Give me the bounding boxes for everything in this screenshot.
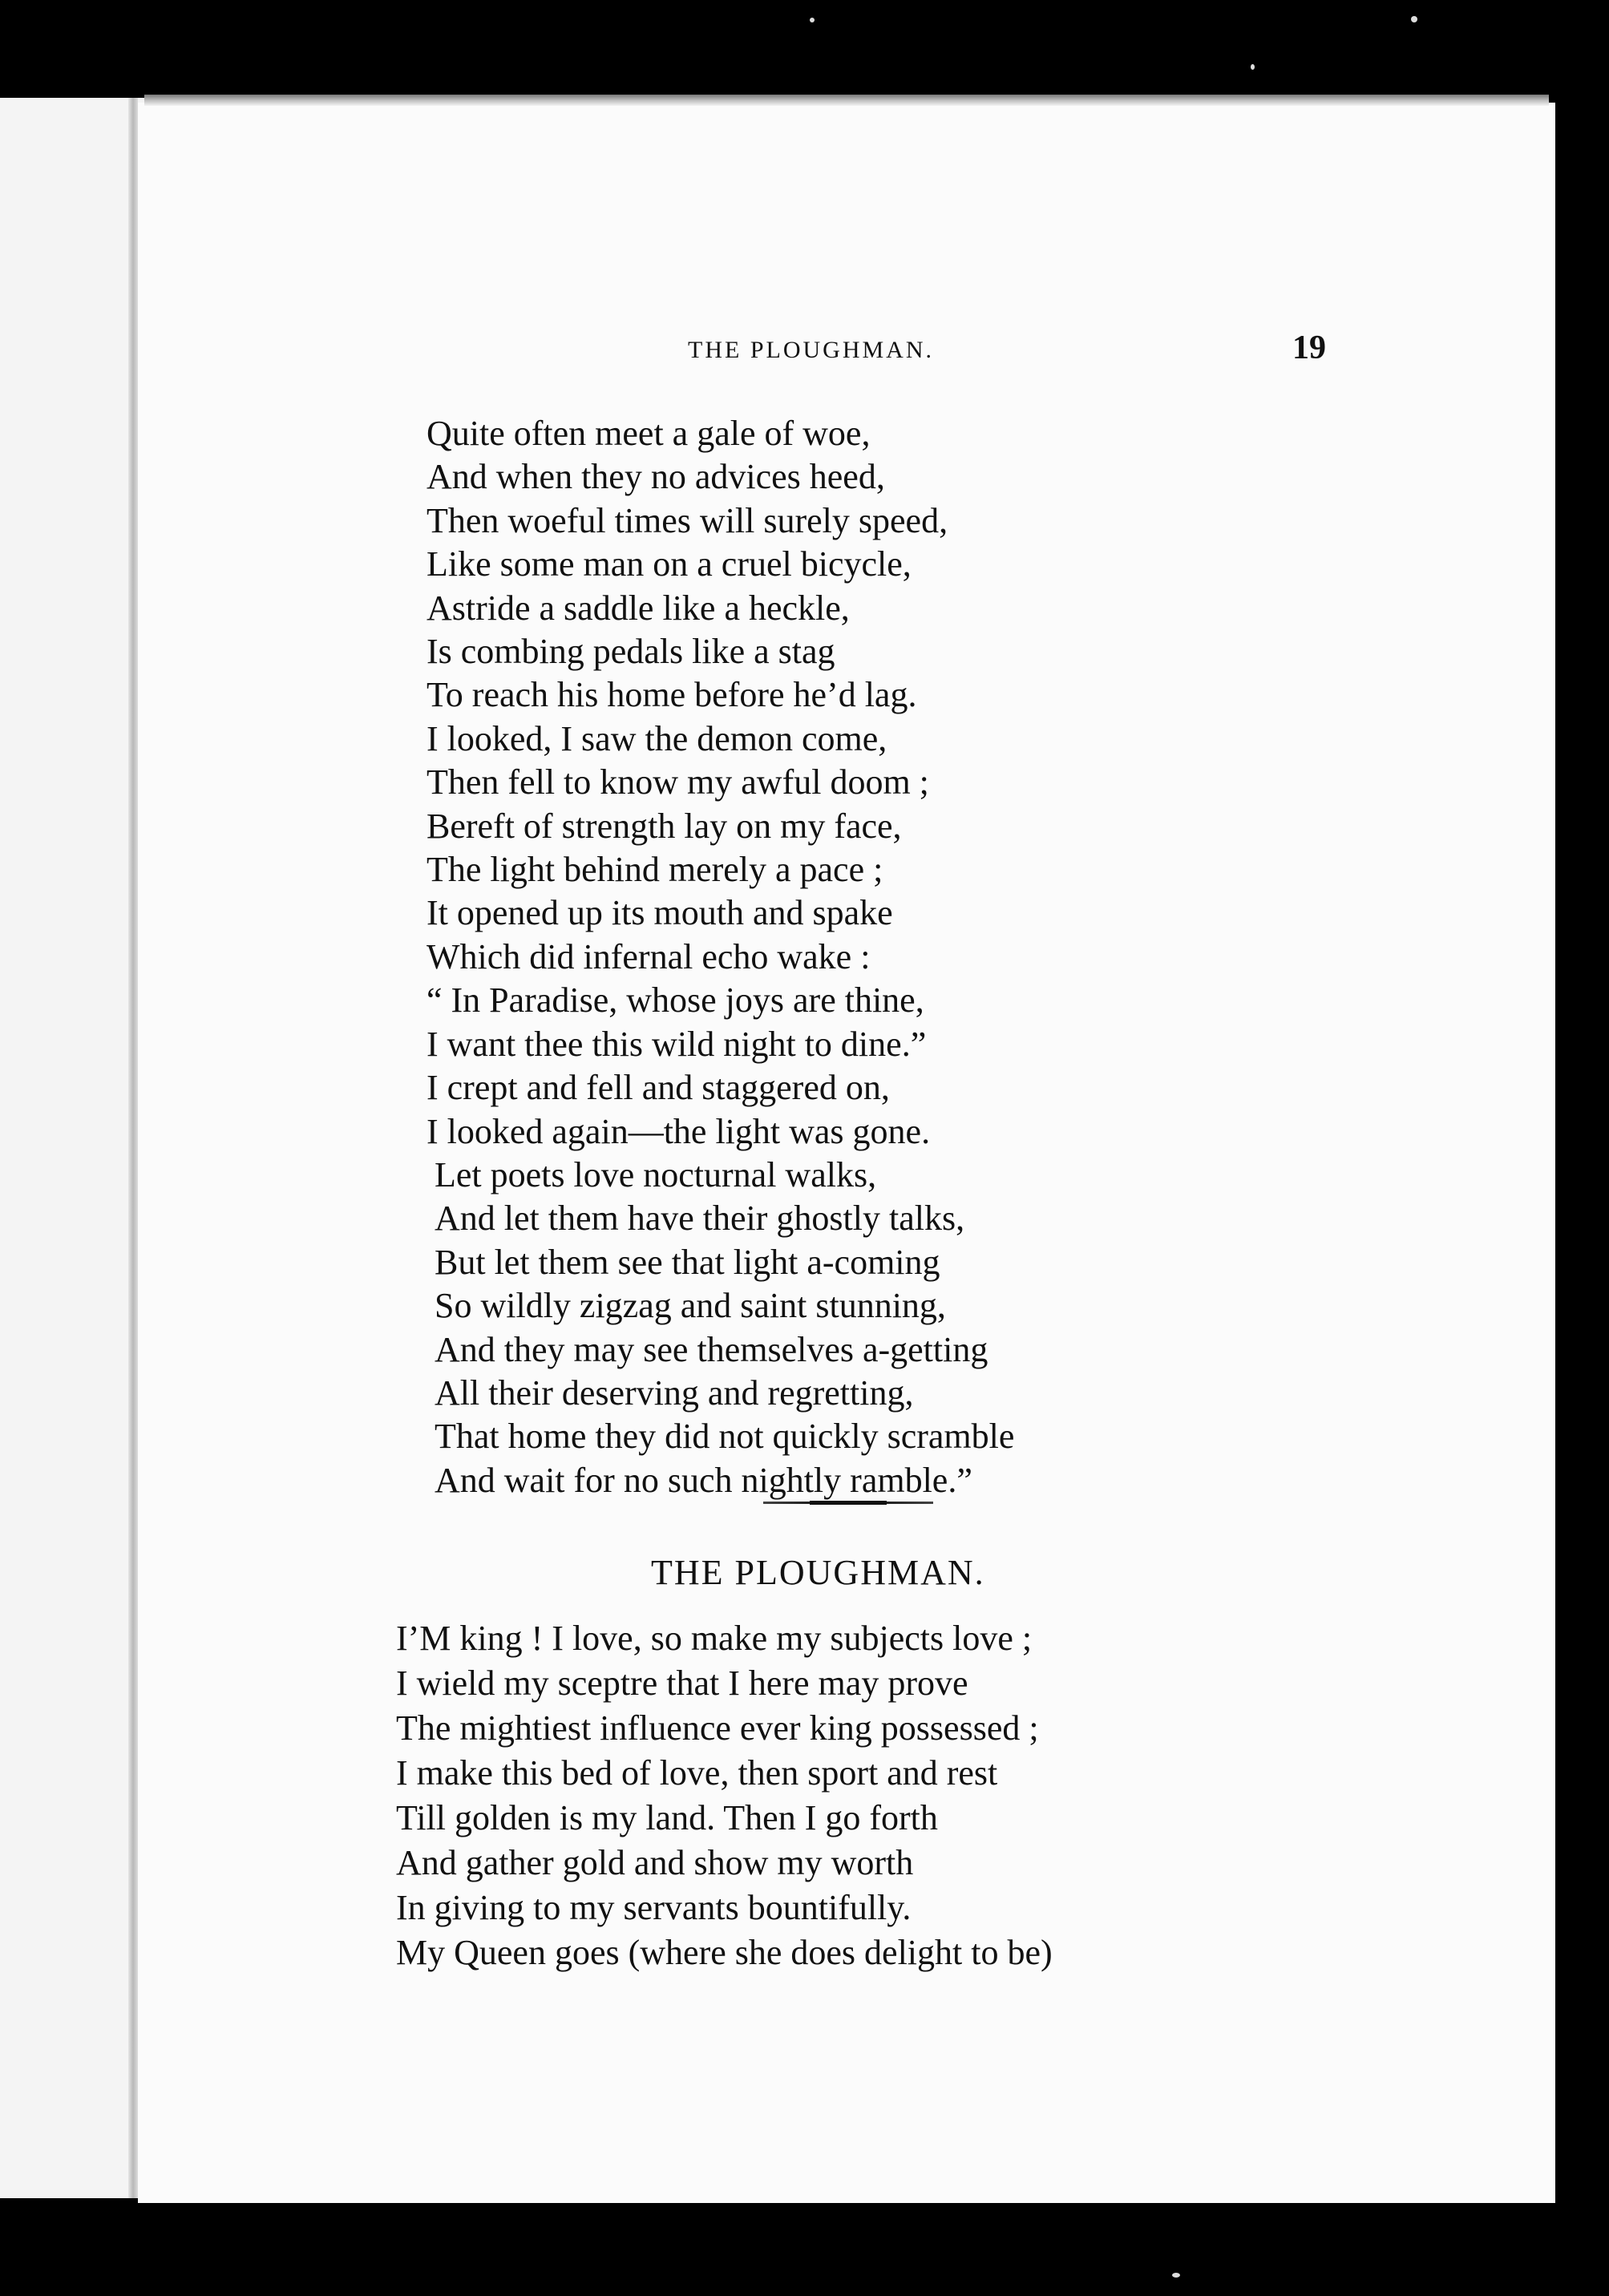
poem-line: Let poets love nocturnal walks, bbox=[435, 1154, 877, 1194]
poem-line: The light behind merely a pace ; bbox=[427, 850, 883, 890]
poem-line: To reach his home before he’d lag. bbox=[427, 675, 917, 715]
poem-line: It opened up its mouth and spake bbox=[427, 893, 893, 933]
section-title: THE PLOUGHMAN. bbox=[651, 1553, 985, 1592]
poem-line: Which did infernal echo wake : bbox=[427, 936, 871, 976]
poem-line: Till golden is my land. Then I go forth bbox=[396, 1798, 938, 1837]
poem-line: Then woeful times will surely speed, bbox=[427, 500, 948, 540]
section-divider-center bbox=[810, 1501, 887, 1505]
poem-line: But let them see that light a-coming bbox=[435, 1242, 940, 1282]
facing-page-edge bbox=[0, 98, 144, 2198]
poem-line: I want thee this wild night to dine.” bbox=[427, 1024, 927, 1064]
poem-line: My Queen goes (where she does delight to be) bbox=[396, 1933, 1053, 1972]
poem-ploughman bbox=[396, 1616, 1053, 1975]
poem-line: I wield my sceptre that I here may prove bbox=[396, 1663, 968, 1703]
dust-speck bbox=[1172, 2273, 1180, 2278]
poem-line: That home they did not quickly scramble bbox=[435, 1417, 1015, 1457]
dust-speck bbox=[1411, 16, 1417, 22]
poem-line: Bereft of strength lay on my face, bbox=[427, 806, 902, 846]
poem-continued bbox=[427, 412, 1014, 1502]
dust-speck bbox=[1251, 64, 1255, 70]
poem-line: Astride a saddle like a heckle, bbox=[427, 588, 850, 628]
poem-line: And wait for no such nightly ramble.” bbox=[435, 1460, 972, 1500]
page-top-edge bbox=[144, 95, 1549, 106]
poem-line: Is combing pedals like a stag bbox=[427, 632, 835, 672]
poem-line: So wildly zigzag and saint stunning, bbox=[435, 1286, 946, 1326]
poem-line: And let them have their ghostly talks, bbox=[435, 1199, 965, 1239]
poem-line: Quite often meet a gale of woe, bbox=[427, 414, 871, 453]
poem-line: And gather gold and show my worth bbox=[396, 1843, 914, 1882]
poem-line: I make this bed of love, then sport and rest bbox=[396, 1753, 998, 1793]
poem-line: I looked again—the light was gone. bbox=[427, 1111, 931, 1151]
page-number: 19 bbox=[1292, 329, 1326, 366]
poem-line: And when they no advices heed, bbox=[427, 457, 885, 497]
poem-line: I crept and fell and staggered on, bbox=[427, 1068, 890, 1108]
poem-line: Like some man on a cruel bicycle, bbox=[427, 544, 912, 584]
poem-line: I looked, I saw the demon come, bbox=[427, 718, 887, 758]
book-gutter bbox=[128, 98, 138, 2198]
dust-speck bbox=[810, 18, 815, 22]
poem-line: I’M king ! I love, so make my subjects love ; bbox=[396, 1619, 1033, 1658]
running-head: THE PLOUGHMAN. bbox=[688, 337, 934, 363]
poem-line: Then fell to know my awful doom ; bbox=[427, 762, 929, 802]
poem-line: In giving to my servants bountifully. bbox=[396, 1888, 912, 1927]
poem-line: And they may see themselves a-getting bbox=[435, 1329, 988, 1369]
poem-line: “ In Paradise, whose joys are thine, bbox=[427, 980, 924, 1021]
poem-line: The mightiest influence ever king possessed ; bbox=[396, 1708, 1039, 1748]
poem-line: All their deserving and regretting, bbox=[435, 1372, 914, 1413]
